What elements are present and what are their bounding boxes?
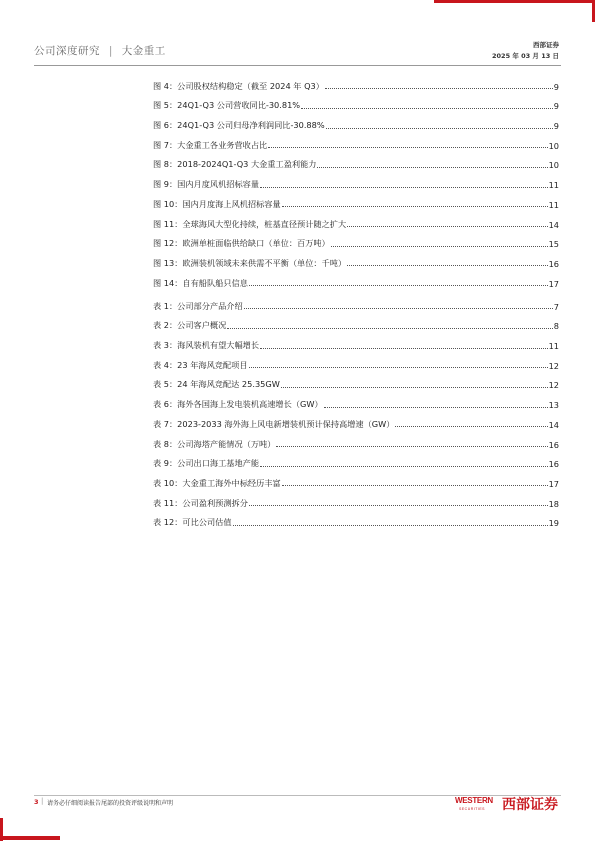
western-securities-logo xyxy=(455,793,565,817)
toc-figure-entry[interactable] xyxy=(153,92,559,112)
toc-table-entry-label: 表 4：23 年海风竞配项目 xyxy=(153,359,248,370)
corner-decoration-bottom-left xyxy=(0,836,60,840)
toc-table-entry-label: 表 3：海风装机有望大幅增长 xyxy=(153,340,260,351)
footer-disclaimer: 请务必仔细阅读报告尾部的投资评级说明和声明 xyxy=(47,800,174,807)
logo-chinese: 西部证券 xyxy=(502,797,558,813)
toc-table-entry-label: 表 11：公司盈利预测拆分 xyxy=(153,497,248,508)
toc-figure-entry-page: 11 xyxy=(548,180,559,191)
toc-table-entry-page: 7 xyxy=(553,301,559,312)
dot-leader xyxy=(249,367,548,368)
dot-leader xyxy=(276,446,547,447)
toc-table-entry[interactable] xyxy=(153,450,559,470)
toc-table-entry-page: 12 xyxy=(548,360,559,371)
toc-figure-entry-label: 图 11：全球海风大型化持续，桩基直径预计随之扩大 xyxy=(153,218,347,229)
dot-leader xyxy=(301,108,553,109)
dot-leader xyxy=(260,187,548,188)
figure-list xyxy=(153,72,559,289)
toc-table-entry[interactable] xyxy=(153,292,559,312)
dot-leader xyxy=(233,525,548,526)
dot-leader xyxy=(268,147,547,148)
toc-figure-entry[interactable] xyxy=(153,170,559,190)
toc-figure-entry-page: 9 xyxy=(553,121,559,132)
dot-leader xyxy=(244,308,553,309)
toc-figure-entry[interactable] xyxy=(153,151,559,171)
toc-table-entry-label: 表 12：可比公司估值 xyxy=(153,517,232,528)
toc-figure-entry-page: 16 xyxy=(548,258,559,269)
toc-figure-entry-label: 图 14：自有船队船只信息 xyxy=(153,277,248,288)
toc-figure-entry-label: 图 12：欧洲单桩面临供给缺口（单位：百万吨） xyxy=(153,238,330,249)
dot-leader xyxy=(249,285,548,286)
dot-leader xyxy=(281,387,548,388)
toc-table-entry-page: 16 xyxy=(548,439,559,450)
toc-figure-entry-label: 图 4：公司股权结构稳定（截至 2024 年 Q3） xyxy=(153,80,324,91)
toc-table-entry-label: 表 5：24 年海风竞配达 25.35GW xyxy=(153,379,280,390)
toc-figure-entry[interactable] xyxy=(153,269,559,289)
toc-table-entry[interactable] xyxy=(153,390,559,410)
dot-leader xyxy=(347,226,547,227)
dot-leader xyxy=(317,167,547,168)
toc-table-entry-page: 8 xyxy=(553,321,559,332)
toc-figure-entry-label: 图 13：欧洲装机领域未来供需不平衡（单位：千吨） xyxy=(153,257,347,268)
dot-leader xyxy=(395,426,547,427)
dot-leader xyxy=(325,88,553,89)
toc-figure-entry-page: 9 xyxy=(553,101,559,112)
dot-leader xyxy=(282,206,548,207)
toc-figure-entry-page: 10 xyxy=(548,140,559,151)
corner-decoration-bottom-left-vertical xyxy=(0,818,3,841)
toc-table-entry[interactable] xyxy=(153,469,559,489)
toc-figure-entry[interactable] xyxy=(153,131,559,151)
dot-leader xyxy=(260,348,548,349)
dot-leader xyxy=(249,505,548,506)
toc-table-entry[interactable] xyxy=(153,410,559,430)
toc-figure-entry-page: 17 xyxy=(548,278,559,289)
footer-separator: | xyxy=(41,797,44,805)
table-list xyxy=(153,292,559,528)
toc-figure-entry[interactable] xyxy=(153,210,559,230)
dot-leader xyxy=(227,328,552,329)
dot-leader xyxy=(324,407,548,408)
toc-table-entry-label: 表 9：公司出口海工基地产能 xyxy=(153,458,260,469)
header-divider xyxy=(34,65,561,66)
company-name: 大金重工 xyxy=(121,45,166,57)
toc-table-entry-label: 表 2：公司客户概况 xyxy=(153,320,227,331)
dot-leader xyxy=(347,265,547,266)
toc-figure-entry[interactable] xyxy=(153,190,559,210)
toc-figure-entry[interactable] xyxy=(153,72,559,92)
header-separator: | xyxy=(108,45,113,57)
toc-table-entry-label: 表 10：大金重工海外中标经历丰富 xyxy=(153,477,281,488)
toc-figure-entry-label: 图 10：国内月度海上风机招标容量 xyxy=(153,198,281,209)
dot-leader xyxy=(282,485,548,486)
page-header-left xyxy=(34,43,166,58)
toc-figure-entry-label: 图 5：24Q1-Q3 公司营收同比-30.81% xyxy=(153,100,301,111)
toc-table-entry-page: 17 xyxy=(548,478,559,489)
toc-table-entry[interactable] xyxy=(153,331,559,351)
report-date: 2025 年 03 月 13 日 xyxy=(492,52,559,60)
toc-table-entry[interactable] xyxy=(153,509,559,529)
toc-table-entry[interactable] xyxy=(153,351,559,371)
toc-figure-entry-page: 15 xyxy=(548,239,559,250)
brand-name: 西部证券 xyxy=(533,41,559,49)
toc-table-entry-page: 14 xyxy=(548,419,559,430)
toc-figure-entry-label: 图 7：大金重工各业务营收占比 xyxy=(153,139,268,150)
dot-leader xyxy=(326,128,553,129)
page-number: 3 xyxy=(34,798,39,806)
toc-figure-entry-label: 图 6：24Q1-Q3 公司归母净利润同比-30.88% xyxy=(153,120,325,131)
toc-table-entry[interactable] xyxy=(153,312,559,332)
logo-english-sub: SECURITIES xyxy=(459,807,486,811)
corner-decoration-top-right xyxy=(434,0,595,3)
toc-figure-entry-page: 11 xyxy=(548,199,559,210)
toc-table-entry[interactable] xyxy=(153,371,559,391)
toc-table-entry[interactable] xyxy=(153,430,559,450)
toc-table-entry-label: 表 8：公司海塔产能情况（万吨） xyxy=(153,438,276,449)
logo-english: WESTERN xyxy=(455,796,493,805)
toc-table-entry-label: 表 6：海外各国海上发电装机高速增长（GW） xyxy=(153,399,323,410)
toc-table-entry-label: 表 7：2023-2033 海外海上风电新增装机预计保持高增速（GW） xyxy=(153,418,395,429)
toc-table-entry-page: 16 xyxy=(548,459,559,470)
toc-table-entry-page: 11 xyxy=(548,341,559,352)
dot-leader xyxy=(260,466,548,467)
toc-figure-entry-label: 图 8：2018-2024Q1-Q3 大金重工盈利能力 xyxy=(153,159,317,170)
toc-figure-entry-page: 14 xyxy=(548,219,559,230)
toc-figure-entry[interactable] xyxy=(153,230,559,250)
toc-table-entry-page: 18 xyxy=(548,498,559,509)
toc-figure-entry-page: 9 xyxy=(553,81,559,92)
toc-figure-entry-page: 10 xyxy=(548,160,559,171)
toc-table-entry-page: 12 xyxy=(548,380,559,391)
toc-table-entry-page: 13 xyxy=(548,400,559,411)
toc-table-entry-page: 19 xyxy=(548,518,559,529)
toc-figure-entry[interactable] xyxy=(153,249,559,269)
toc-table-entry[interactable] xyxy=(153,489,559,509)
dot-leader xyxy=(331,246,548,247)
toc-figure-entry[interactable] xyxy=(153,111,559,131)
doc-type-label: 公司深度研究 xyxy=(34,45,100,57)
toc-figure-entry-label: 图 9：国内月度风机招标容量 xyxy=(153,179,260,190)
toc-table-entry-label: 表 1：公司部分产品介绍 xyxy=(153,300,243,311)
